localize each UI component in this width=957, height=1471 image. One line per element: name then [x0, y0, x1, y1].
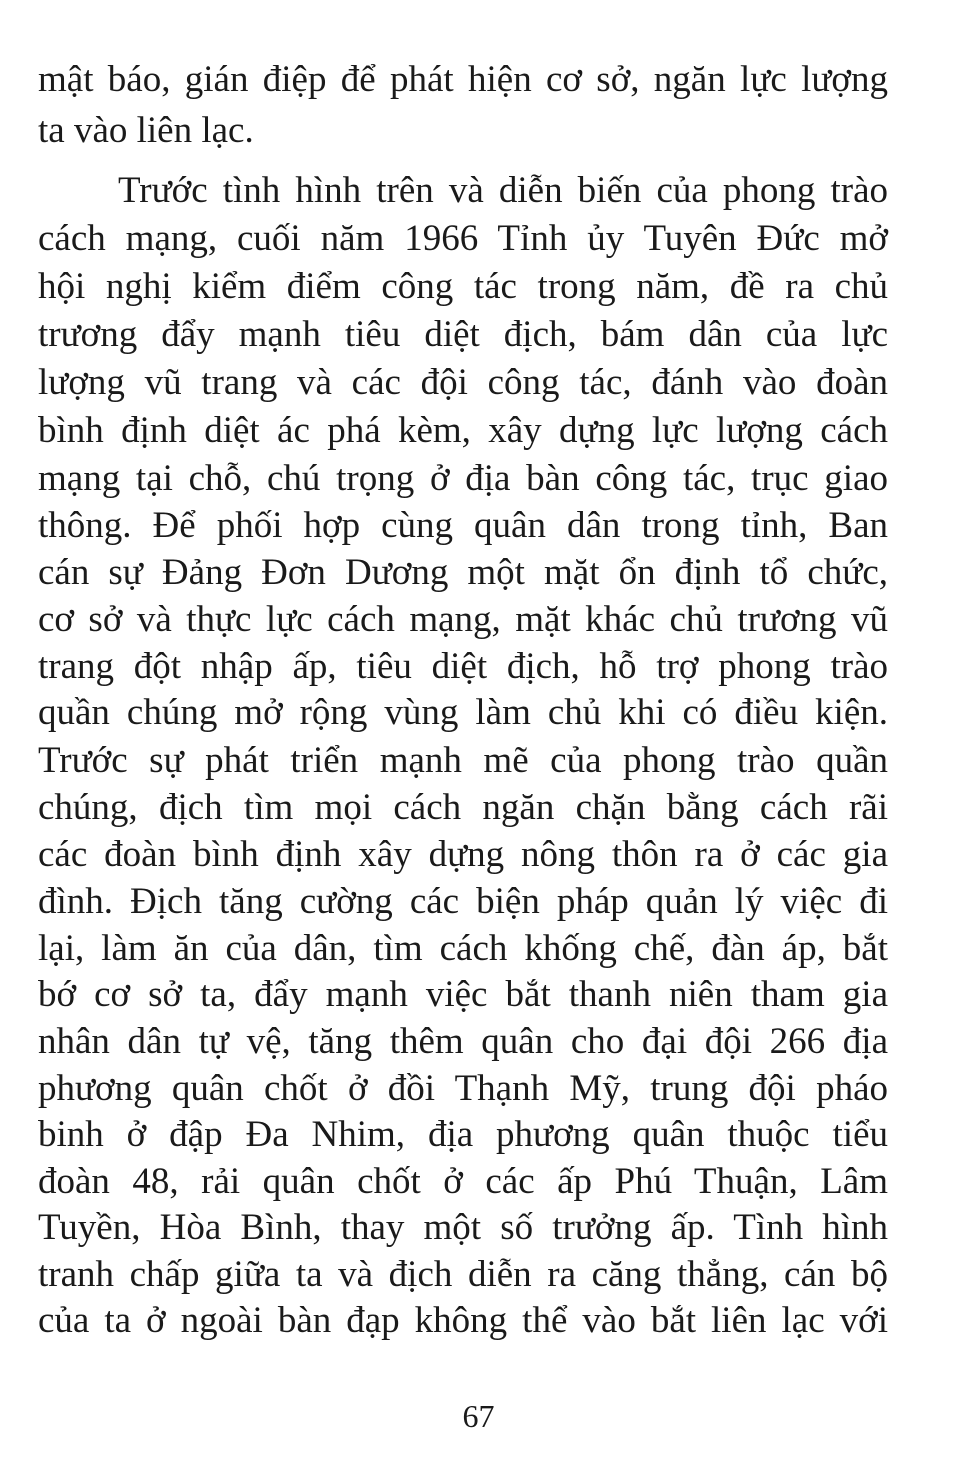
- text-line: binh ở đập Đa Nhim, địa phương quân thuộc tiểu: [38, 1114, 888, 1155]
- text-line: các đoàn bình định xây dựng nông thôn ra ở các gia: [38, 834, 888, 875]
- text-line: mạng tại chỗ, chú trọng ở địa bàn công tác, trục giao: [38, 458, 888, 499]
- text-line: mật báo, gián điệp để phát hiện cơ sở, ngăn lực lượng: [38, 59, 888, 100]
- text-line: Trước sự phát triển mạnh mẽ của phong trào quần: [38, 740, 888, 781]
- text-line: Tuyền, Hòa Bình, thay một số trưởng ấp. Tình hình: [38, 1207, 888, 1248]
- text-line: cán sự Đảng Đơn Dương một mặt ổn định tổ chức,: [38, 552, 888, 593]
- text-line: đoàn 48, rải quân chốt ở các ấp Phú Thuận, Lâm: [38, 1161, 888, 1202]
- text-line: bình định diệt ác phá kèm, xây dựng lực lượng cách: [38, 410, 888, 451]
- text-line: cơ sở và thực lực cách mạng, mặt khác chủ trương vũ: [38, 599, 888, 640]
- page-number: 67: [462, 1398, 495, 1434]
- text-line: hội nghị kiểm điểm công tác trong năm, đề ra chủ: [38, 266, 888, 307]
- text-line: đình. Địch tăng cường các biện pháp quản lý việc đi: [38, 881, 888, 922]
- text-line: lại, làm ăn của dân, tìm cách khống chế, đàn áp, bắt: [38, 928, 888, 969]
- text-line: phương quân chốt ở đồi Thạnh Mỹ, trung đội pháo: [38, 1068, 888, 1109]
- text-line: lượng vũ trang và các đội công tác, đánh vào đoàn: [38, 362, 888, 403]
- text-line: trương đẩy mạnh tiêu diệt địch, bám dân của lực: [38, 314, 888, 355]
- text-line: thông. Để phối hợp cùng quân dân trong tỉnh, Ban: [38, 505, 888, 546]
- text-line: tranh chấp giữa ta và địch diễn ra căng thẳng, cán bộ: [38, 1254, 888, 1295]
- text-line: trang đột nhập ấp, tiêu diệt địch, hỗ trợ phong trào: [38, 646, 888, 687]
- text-line: Trước tình hình trên và diễn biến của phong trào: [118, 170, 888, 211]
- text-line: nhân dân tự vệ, tăng thêm quân cho đại đội 266 địa: [38, 1021, 888, 1062]
- text-line: cách mạng, cuối năm 1966 Tỉnh ủy Tuyên Đức mở: [38, 218, 888, 259]
- text-line: ta vào liên lạc.: [38, 110, 254, 151]
- text-line: chúng, địch tìm mọi cách ngăn chặn bằng cách rãi: [38, 787, 888, 828]
- text-line: của ta ở ngoài bàn đạp không thể vào bắt liên lạc với: [38, 1300, 888, 1341]
- text-line: bớ cơ sở ta, đẩy mạnh việc bắt thanh niên tham gia: [38, 974, 888, 1015]
- text-line: quần chúng mở rộng vùng làm chủ khi có điều kiện.: [38, 692, 888, 733]
